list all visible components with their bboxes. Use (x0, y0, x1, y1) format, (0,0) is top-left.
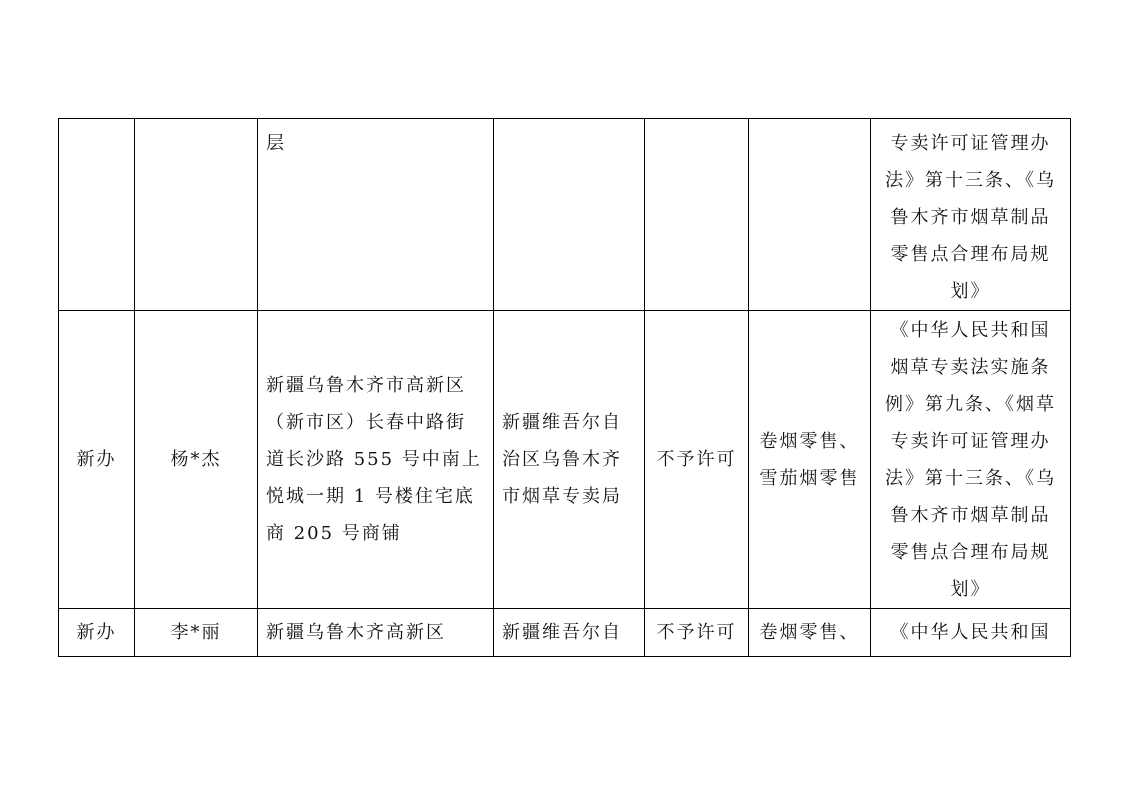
table-row (59, 311, 1071, 609)
license-decision-table (58, 118, 1071, 657)
cell-scope: 卷烟零售、 (749, 609, 871, 657)
cell-decision: 不予许可 (645, 609, 749, 657)
cell-decision (645, 119, 749, 311)
cell-legal-basis: 《中华人民共和国 (871, 609, 1071, 657)
cell-type (59, 119, 135, 311)
table-row-continued (59, 119, 1071, 311)
cell-name: 李*丽 (135, 609, 258, 657)
cell-authority (494, 119, 645, 311)
cell-name (135, 119, 258, 311)
cell-legal-basis: 专卖许可证管理办 法》第十三条、《乌 鲁木齐市烟草制品 零售点合理布局规 划》 (871, 119, 1071, 311)
cell-type: 新办 (59, 609, 135, 657)
cell-address: 新疆乌鲁木齐高新区 (258, 609, 494, 657)
cell-address: 层 (258, 119, 494, 311)
cell-authority: 新疆维吾尔自 (494, 609, 645, 657)
table-row-partial (59, 609, 1071, 657)
cell-name: 杨*杰 (135, 311, 258, 609)
cell-address: 新疆乌鲁木齐市高新区 （新市区）长春中路街 道长沙路 555 号中南上 悦城一期 1 号楼住宅底 商 205 号商铺 (258, 311, 494, 609)
cell-authority: 新疆维吾尔自 治区乌鲁木齐 市烟草专卖局 (494, 311, 645, 609)
cell-legal-basis: 《中华人民共和国 烟草专卖法实施条 例》第九条、《烟草 专卖许可证管理办 法》第十三条、《乌 鲁木齐市烟草制品 零售点合理布局规 划》 (871, 311, 1071, 609)
cell-scope (749, 119, 871, 311)
cell-decision: 不予许可 (645, 311, 749, 609)
cell-scope: 卷烟零售、 雪茄烟零售 (749, 311, 871, 609)
cell-type: 新办 (59, 311, 135, 609)
